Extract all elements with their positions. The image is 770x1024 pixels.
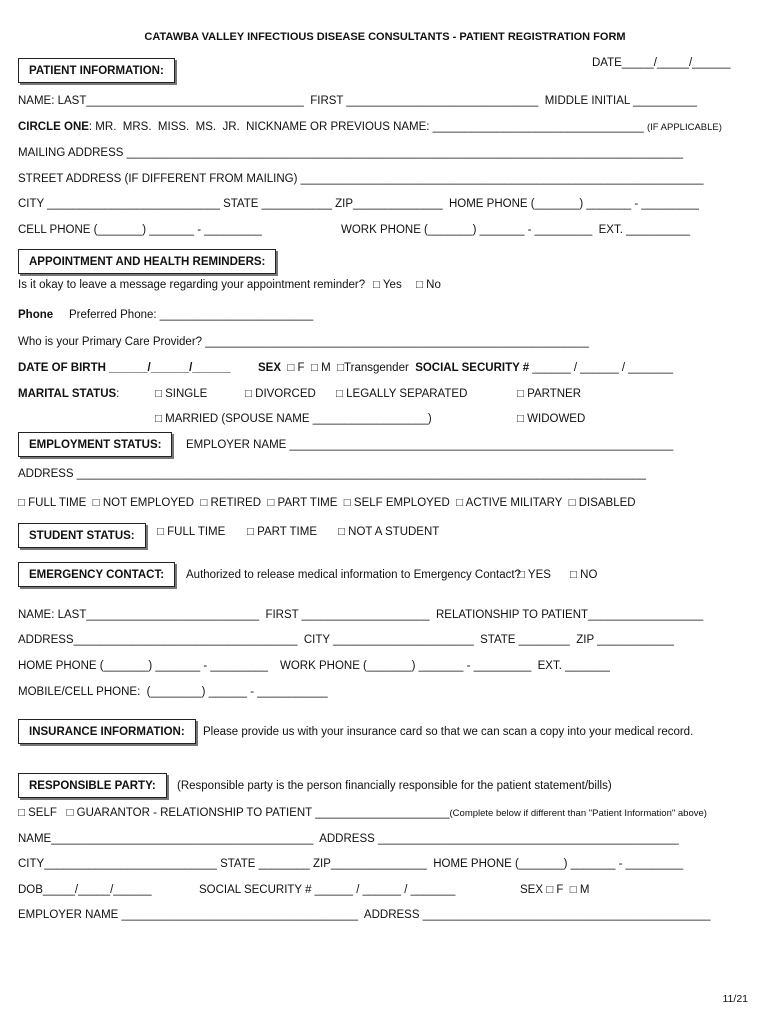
section-appointment-reminders: APPOINTMENT AND HEALTH REMINDERS: (18, 249, 276, 274)
emergency-yes-checkbox[interactable]: □ YES (518, 569, 551, 581)
ssn-blank[interactable]: ______ / ______ / _______ (529, 362, 674, 374)
date-field[interactable]: DATE_____/_____/______ (592, 57, 731, 69)
phone-label: Phone (18, 309, 54, 321)
marital-status-label: MARITAL STATUS: (18, 388, 120, 400)
emergency-address-line[interactable]: ADDRESS___________________________________ CITY ______________________ STATE ________ ZIP ____________ (18, 634, 674, 646)
form-title: CATAWBA VALLEY INFECTIOUS DISEASE CONSULTANTS - PATIENT REGISTRATION FORM (144, 31, 626, 43)
student-part-time-checkbox[interactable]: □ PART TIME (247, 526, 317, 538)
responsible-employer-line[interactable]: EMPLOYER NAME _____________________________________ ADDRESS _____________________________________________ (18, 909, 711, 921)
patient-name-line[interactable]: NAME: LAST__________________________________ FIRST ______________________________ MIDDLE INITIAL __________ (18, 95, 698, 107)
married-checkbox[interactable]: □ MARRIED (SPOUSE NAME __________________) (155, 413, 432, 425)
sex-options[interactable]: □ F □ M □Transgender (287, 362, 409, 374)
section-student-status: STUDENT STATUS: (18, 523, 146, 548)
message-no-checkbox[interactable]: □ No (416, 279, 441, 291)
complete-below-note: (Complete below if different than "Patient Information" above) (449, 808, 707, 819)
street-address-line[interactable]: STREET ADDRESS (IF DIFFERENT FROM MAILING) _______________________________________________________________ (18, 173, 704, 185)
section-patient-information: PATIENT INFORMATION: (18, 58, 175, 83)
employment-options[interactable]: □ FULL TIME □ NOT EMPLOYED □ RETIRED □ PART TIME □ SELF EMPLOYED □ ACTIVE MILITARY □ DISABLED (18, 497, 636, 509)
circle-one-line[interactable] (18, 120, 722, 135)
self-guarantor-options[interactable]: □ SELF □ GUARANTOR - RELATIONSHIP TO PATIENT _____________________ (18, 807, 450, 819)
responsible-ssn-field[interactable]: SOCIAL SECURITY # ______ / ______ / _______ (199, 884, 456, 896)
page-number: 11/21 (722, 993, 748, 1005)
work-phone-line[interactable]: WORK PHONE (_______) _______ - _________ EXT. __________ (341, 224, 691, 236)
responsible-city-line[interactable]: CITY___________________________ STATE ________ ZIP_______________ HOME PHONE (_______) _______ - _________ (18, 858, 684, 870)
mailing-address-line[interactable]: MAILING ADDRESS _______________________________________________________________________________________ (18, 147, 684, 159)
emergency-authorize-question: Authorized to release medical information to Emergency Contact? (186, 569, 521, 581)
ssn-label: SOCIAL SECURITY # (415, 362, 530, 374)
responsible-party-note: (Responsible party is the person financially responsible for the patient statement/bills) (177, 780, 612, 792)
not-a-student-checkbox[interactable]: □ NOT A STUDENT (338, 526, 440, 538)
employer-name-field[interactable]: EMPLOYER NAME ____________________________________________________________ (186, 439, 674, 451)
legally-separated-checkbox[interactable]: □ LEGALLY SEPARATED (336, 388, 468, 400)
emergency-work-phone[interactable]: WORK PHONE (_______) _______ - _________ EXT. _______ (280, 660, 610, 672)
emergency-name-line[interactable]: NAME: LAST___________________________ FIRST ____________________ RELATIONSHIP TO PATIENT__________________ (18, 609, 704, 621)
sex-field[interactable] (258, 361, 673, 375)
divorced-checkbox[interactable]: □ DIVORCED (245, 388, 316, 400)
primary-care-provider-field[interactable]: Who is your Primary Care Provider? ____________________________________________________________ (18, 336, 589, 348)
student-full-time-checkbox[interactable]: □ FULL TIME (157, 526, 226, 538)
circle-one-label: CIRCLE ONE (18, 121, 89, 133)
insurance-note: Please provide us with your insurance card so that we can scan a copy into your medical record. (203, 726, 694, 738)
emergency-no-checkbox[interactable]: □ NO (570, 569, 598, 581)
section-emergency-contact: EMERGENCY CONTACT: (18, 562, 175, 587)
section-employment-status: EMPLOYMENT STATUS: (18, 432, 172, 457)
responsible-sex-field[interactable]: SEX □ F □ M (520, 884, 590, 896)
if-applicable-note: (IF APPLICABLE) (646, 122, 722, 133)
message-yes-checkbox[interactable]: □ Yes (373, 279, 402, 291)
circle-one-options[interactable]: : MR. MRS. MISS. MS. JR. NICKNAME OR PREVIOUS NAME: _________________________________ (88, 121, 644, 133)
employer-address-field[interactable]: ADDRESS _________________________________________________________________________________________ (18, 468, 647, 480)
self-guarantor-line[interactable] (18, 806, 707, 821)
cell-phone-line[interactable]: CELL PHONE (_______) _______ - _________ (18, 224, 262, 236)
responsible-dob-field[interactable]: DOB_____/_____/______ (18, 884, 152, 896)
emergency-home-phone[interactable]: HOME PHONE (_______) _______ - _________ (18, 660, 268, 672)
emergency-mobile-phone[interactable]: MOBILE/CELL PHONE: (________) ______ - ___________ (18, 686, 328, 698)
city-state-zip-phone-line[interactable]: CITY ___________________________ STATE ___________ ZIP______________ HOME PHONE (_______) _______ - _________ (18, 198, 699, 210)
date-of-birth-field[interactable]: DATE OF BIRTH ______/______/______ (18, 362, 231, 374)
single-checkbox[interactable]: □ SINGLE (155, 388, 208, 400)
widowed-checkbox[interactable]: □ WIDOWED (517, 413, 586, 425)
preferred-phone-field[interactable]: Preferred Phone: ________________________ (69, 309, 314, 321)
sex-label: SEX (258, 362, 282, 374)
responsible-name-address-line[interactable]: NAME_________________________________________ ADDRESS _______________________________________________ (18, 833, 679, 845)
section-insurance-information: INSURANCE INFORMATION: (18, 719, 196, 744)
message-question: Is it okay to leave a message regarding your appointment reminder? (18, 279, 366, 291)
section-responsible-party: RESPONSIBLE PARTY: (18, 773, 167, 798)
partner-checkbox[interactable]: □ PARTNER (517, 388, 582, 400)
